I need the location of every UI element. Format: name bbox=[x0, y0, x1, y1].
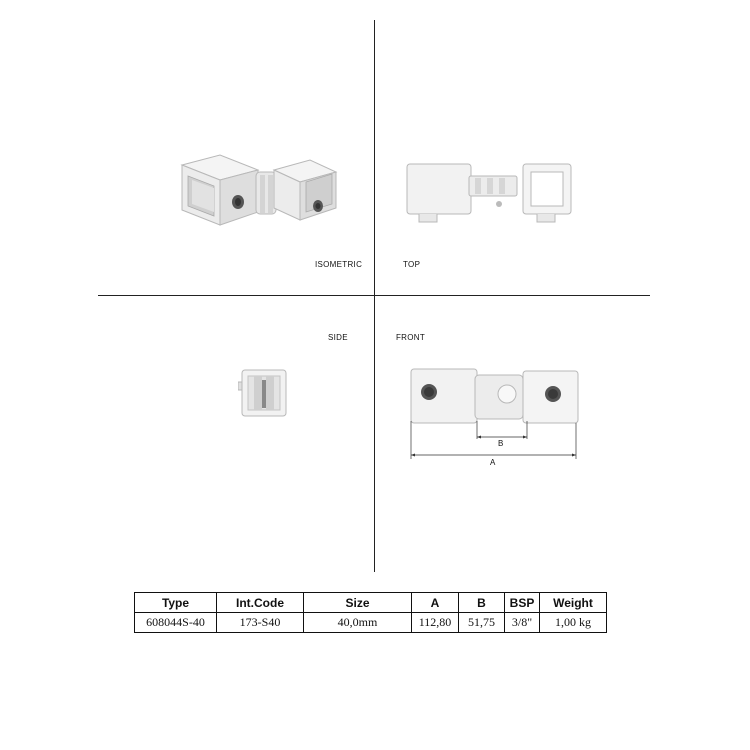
header-b: B bbox=[459, 593, 505, 613]
cell-size: 40,0mm bbox=[304, 613, 412, 633]
cell-weight: 1,00 kg bbox=[540, 613, 607, 633]
cell-int-code: 173-S40 bbox=[217, 613, 304, 633]
side-view-drawing bbox=[238, 368, 290, 420]
cell-bsp: 3/8" bbox=[505, 613, 540, 633]
top-view-label: TOP bbox=[403, 260, 421, 269]
header-int-code: Int.Code bbox=[217, 593, 304, 613]
dimension-b-label: B bbox=[498, 439, 504, 448]
top-view-drawing bbox=[405, 160, 575, 225]
front-view-label: FRONT bbox=[396, 333, 426, 342]
table-row bbox=[135, 613, 607, 633]
header-weight: Weight bbox=[540, 593, 607, 613]
cell-b: 51,75 bbox=[459, 613, 505, 633]
specification-table bbox=[134, 592, 607, 633]
header-a: A bbox=[412, 593, 459, 613]
header-type: Type bbox=[135, 593, 217, 613]
cell-type: 608044S-40 bbox=[135, 613, 217, 633]
quadrant-divider-horizontal bbox=[98, 295, 650, 296]
header-bsp: BSP bbox=[505, 593, 540, 613]
cell-a: 112,80 bbox=[412, 613, 459, 633]
front-view-drawing bbox=[405, 365, 580, 470]
dimension-a-label: A bbox=[490, 458, 496, 467]
header-size: Size bbox=[304, 593, 412, 613]
table-header-row bbox=[135, 593, 607, 613]
quadrant-divider-vertical bbox=[374, 20, 375, 572]
isometric-view-label: ISOMETRIC bbox=[315, 260, 363, 269]
isometric-view-drawing bbox=[170, 150, 340, 235]
side-view-label: SIDE bbox=[328, 333, 348, 342]
